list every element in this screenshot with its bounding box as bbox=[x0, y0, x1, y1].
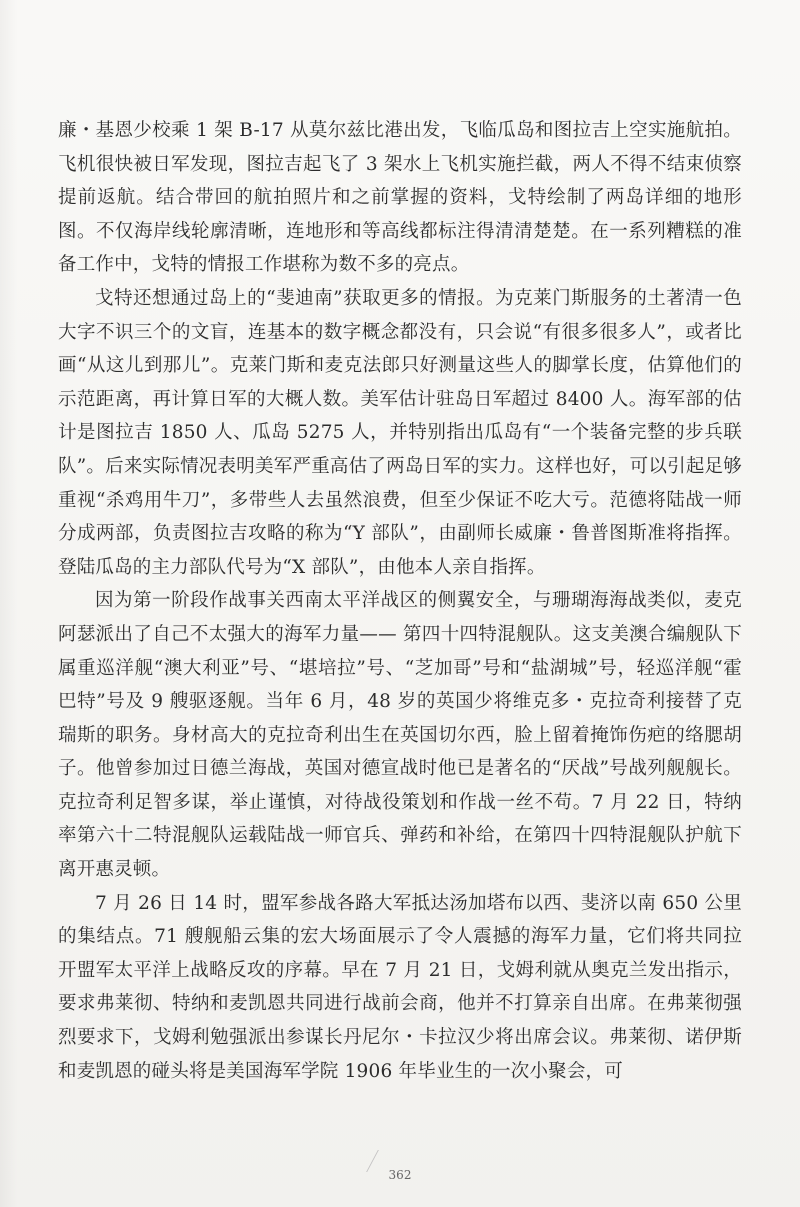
paragraph-3: 因为第一阶段作战事关西南太平洋战区的侧翼安全，与珊瑚海海战类似，麦克阿瑟派出了自己不太强大的海军力量—— 第四十四特混舰队。这支美澳合编舰队下属重巡洋舰“澳大利亚”号、“堪培拉”号、“芝加哥”号和“盐湖城”号，轻巡洋舰“霍巴特”号及 9 艘驱逐舰。当年 6 月，48 岁的英国少将维克多・克拉奇利接替了克瑞斯的职务。身材高大的克拉奇利出生在英国切尔西，脸上留着掩饰伤疤的络腮胡子。他曾参加过日德兰海战，英国对德宣战时他已是著名的“厌战”号战列舰舰长。克拉奇利足智多谋，举止谨慎，对待战役策划和作战一丝不苟。7 月 22 日，特纳率第六十二特混舰队运载陆战一师官兵、弹药和补给，在第四十四特混舰队护航下离开惠灵顿。 bbox=[58, 590, 742, 881]
page-number: 362 bbox=[388, 1168, 412, 1182]
paragraph-1: 廉・基恩少校乘 1 架 B-17 从莫尔兹比港出发，飞临瓜岛和图拉吉上空实施航拍。飞机很快被日军发现，图拉吉起飞了 3 架水上飞机实施拦截，两人不得不结束侦察提前返航。结合带回的航拍照片和之前掌握的资料，戈特绘制了两岛详细的地形图。不仅海岸线轮廓清晰，连地形和等高线都标注得清清楚楚。在一系列糟糕的准备工作中，戈特的情报工作堪称为数不多的亮点。 bbox=[58, 120, 742, 276]
paragraph-4: 7 月 26 日 14 时，盟军参战各路大军抵达汤加塔布以西、斐济以南 650 公里的集结点。71 艘舰船云集的宏大场面展示了令人震撼的海军力量，它们将共同拉开盟军太平洋上战略反攻的序幕。早在 7 月 21 日，戈姆利就从奥克兰发出指示，要求弗莱彻、特纳和麦凯恩共同进行战前会商，他并不打算亲自出席。在弗莱彻强烈要求下，戈姆利勉强派出参谋长丹尼尔・卡拉汉少将出席会议。弗莱彻、诺伊斯和麦凯恩的碰头将是美国海军学院 1906 年毕业生的一次小聚会，可 bbox=[58, 892, 742, 1082]
paragraph-2: 戈特还想通过岛上的“斐迪南”获取更多的情报。为克莱门斯服务的土著清一色大字不识三个的文盲，连基本的数字概念都没有，只会说“有很多很多人”，或者比画“从这儿到那儿”。克莱门斯和麦克法郎只好测量这些人的脚掌长度，估算他们的示范距离，再计算日军的大概人数。美军估计驻岛日军超过 8400 人。海军部的估计是图拉吉 1850 人、瓜岛 5275 人，并特别指出瓜岛有“一个装备完整的步兵联队”。后来实际情况表明美军严重高估了两岛日军的实力。这样也好，可以引起足够重视“杀鸡用牛刀”，多带些人去虽然浪费，但至少保证不吃大亏。范德将陆战一师分成两部，负责图拉吉攻略的称为“Y 部队”，由副师长威廉・鲁普图斯准将指挥。登陆瓜岛的主力部队代号为“X 部队”，由他本人亲自指挥。 bbox=[58, 287, 742, 578]
body-text bbox=[58, 114, 742, 1088]
